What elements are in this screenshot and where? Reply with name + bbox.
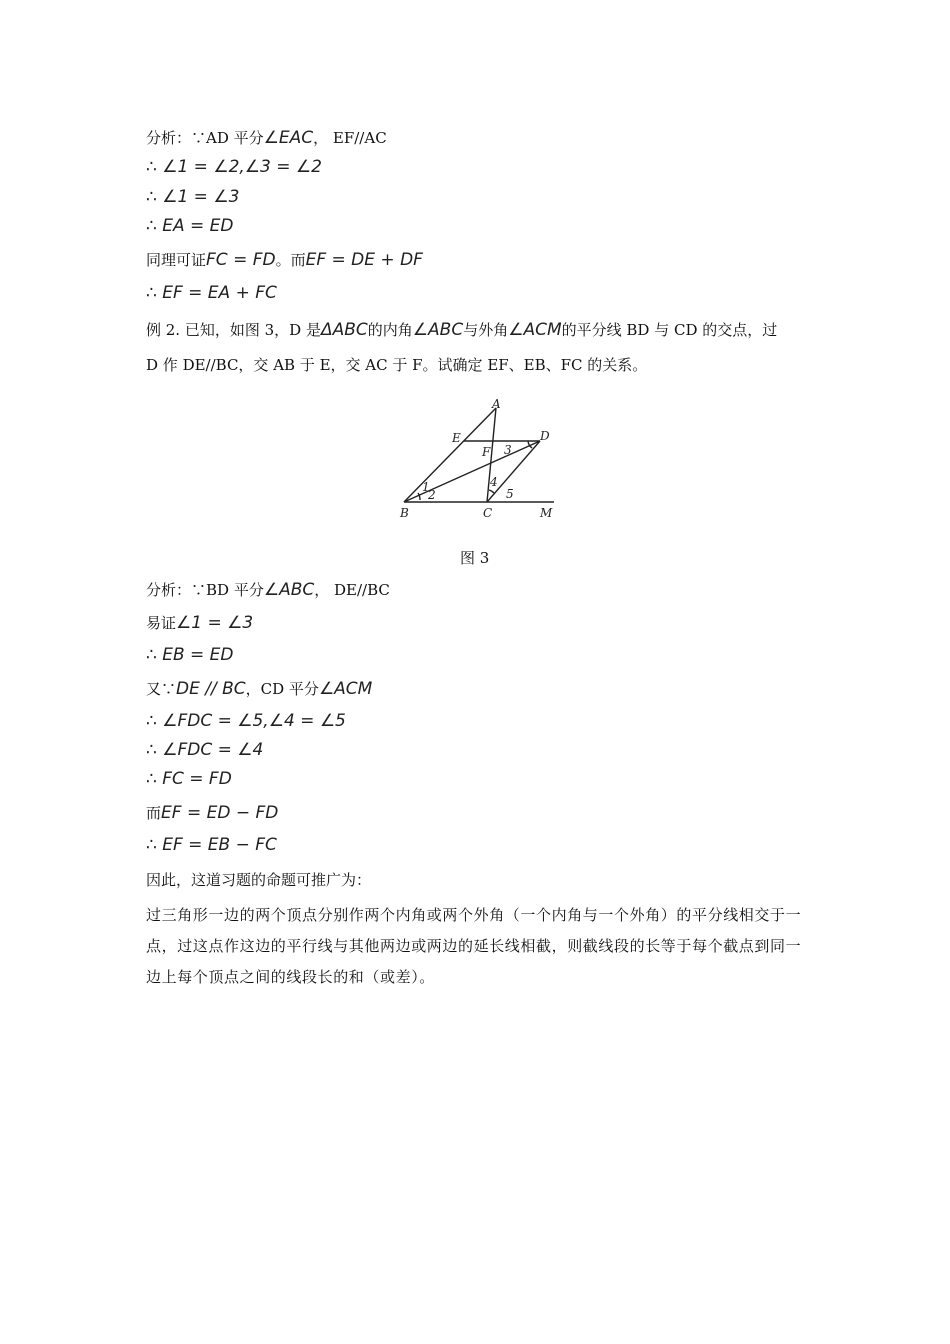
analysis1-conclusion: ∴ EF = EA + FC	[146, 283, 277, 303]
math-expr: ∠ABC	[412, 320, 464, 340]
text: 例 2. 已知，如图 3，D 是	[146, 321, 321, 339]
example2-line2: D 作 DE//BC，交 AB 于 E，交 AC 于 F。试确定 EF、EB、FC 的关系。	[146, 356, 648, 374]
text: 分析：∵BD 平分	[146, 581, 264, 599]
label-angle-5: 5	[506, 487, 514, 501]
label-angle-1: 1	[422, 480, 430, 494]
analysis1-step2: ∴ ∠1 = ∠3	[146, 187, 240, 207]
math-expr: DE // BC	[176, 679, 246, 699]
label-a: A	[492, 397, 501, 411]
math-expr: FC = FD	[206, 250, 276, 270]
analysis2-conclusion: ∴ EF = EB − FC	[146, 835, 277, 855]
math-expr: ΔABC	[320, 320, 368, 340]
text: 。而	[275, 251, 306, 269]
label-f: F	[482, 445, 491, 459]
label-b: B	[400, 506, 409, 520]
label-e: E	[452, 431, 461, 445]
generalization-intro: 因此，这道习题的命题可推广为：	[146, 871, 372, 889]
math-expr: ∠ACM	[508, 320, 562, 340]
analysis2-step2: ∴ ∠FDC = ∠5,∠4 = ∠5	[146, 711, 346, 731]
text: 同理可证	[146, 251, 207, 269]
angle-arc-c	[489, 490, 494, 493]
math-expr: ∠EAC	[263, 128, 314, 148]
analysis2-step3: ∴ ∠FDC = ∠4	[146, 740, 264, 760]
analysis2-also	[146, 679, 372, 699]
text: ， EF//AC	[313, 129, 387, 147]
math-expr: ∠1 = ∠3	[176, 613, 254, 633]
label-c: C	[483, 506, 493, 520]
generalization-body: 过三角形一边的两个顶点分别作两个内角或两个外角（一个内角与一个外角）的平分线相交于一点，过这点作这边的平行线与其他两边或两边的延长线相截，则截线段的长等于每个截点到同一边上每个顶点之间的线段长的和（或差）。	[146, 906, 802, 986]
text: ，CD 平分	[245, 680, 319, 698]
analysis1-similar	[146, 250, 423, 270]
text: ， DE//BC	[314, 581, 390, 599]
geometry-figure	[390, 396, 570, 524]
text: 而	[146, 804, 162, 822]
text: 的内角	[367, 321, 413, 339]
text: 的平分线 BD 与 CD 的交点，过	[561, 321, 778, 339]
math-expr: ∠ACM	[318, 679, 373, 699]
analysis2-easy	[146, 613, 253, 633]
angle-arc-b	[418, 493, 420, 500]
text: 与外角	[463, 321, 509, 339]
math-expr: EF = ED − FD	[161, 803, 279, 823]
analysis1-step1: ∴ ∠1 = ∠2,∠3 = ∠2	[146, 157, 322, 177]
label-d: D	[540, 429, 550, 443]
example2-line1	[146, 320, 777, 340]
label-angle-3: 3	[504, 443, 512, 457]
text: 分析：∵AD 平分	[146, 129, 264, 147]
text: 易证	[146, 614, 177, 632]
math-expr: EF = DE + DF	[305, 250, 423, 270]
analysis2-step4: ∴ FC = FD	[146, 769, 232, 789]
analysis1-step3: ∴ EA = ED	[146, 216, 234, 236]
math-expr: ∠ABC	[263, 580, 315, 600]
label-angle-4: 4	[490, 475, 498, 489]
analysis1-premise	[146, 128, 387, 148]
label-m: M	[540, 506, 553, 520]
analysis2-but	[146, 803, 278, 823]
analysis2-step1: ∴ EB = ED	[146, 645, 234, 665]
analysis2-premise	[146, 580, 390, 600]
figure-caption: 图 3	[460, 549, 490, 567]
label-angle-2: 2	[428, 488, 436, 502]
text: 又∵	[146, 680, 177, 698]
